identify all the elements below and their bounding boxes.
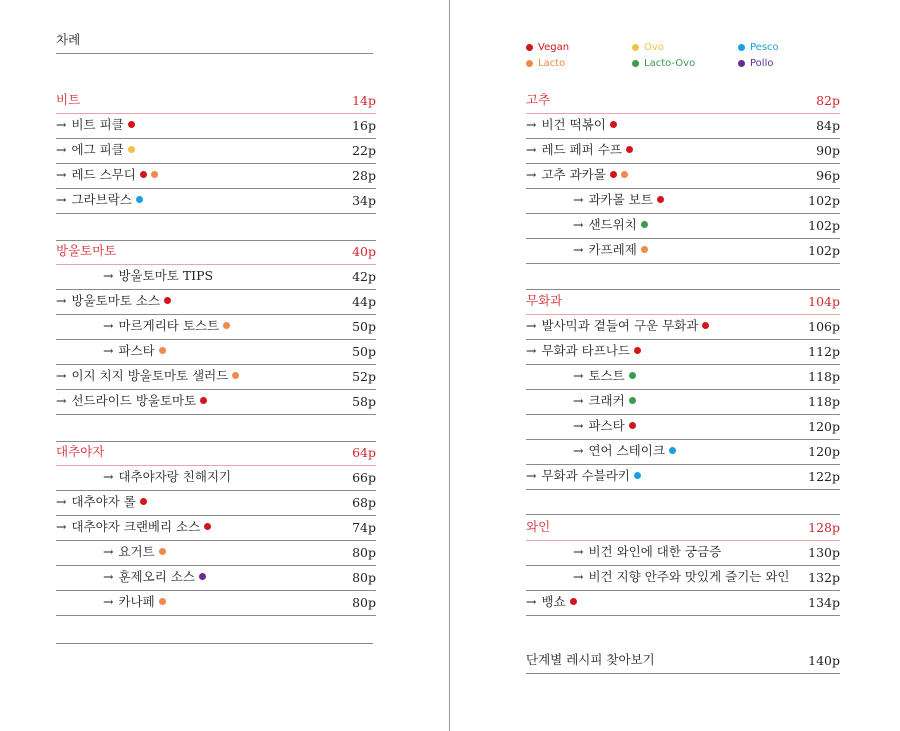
lacto-ovo-dot-icon	[629, 397, 636, 404]
entry-label: 이지 치지 방울토마토 샐러드	[71, 368, 229, 383]
section-page: 64p	[352, 445, 376, 460]
section-title: 비트	[56, 92, 81, 107]
section-page: 104p	[808, 294, 840, 309]
arrow-right-icon: →	[526, 116, 537, 132]
entry-label: 뱅쇼	[541, 594, 566, 609]
arrow-right-icon: →	[103, 468, 114, 484]
toc-entry[interactable]	[526, 315, 840, 340]
toc-entry[interactable]	[56, 315, 376, 340]
section-title: 방울토마토	[56, 243, 117, 258]
lacto-ovo-dot-icon	[641, 221, 648, 228]
vegan-dot-icon	[610, 121, 617, 128]
entry-text-group	[526, 366, 808, 384]
legend-lacto	[526, 58, 565, 69]
arrow-right-icon: →	[56, 116, 67, 132]
entry-page: 102p	[808, 243, 840, 258]
arrow-right-icon: →	[526, 342, 537, 358]
legend-label: Pesco	[750, 42, 779, 53]
arrow-right-icon: →	[526, 141, 537, 157]
entry-text-group	[56, 316, 352, 334]
ovo-dot-icon	[128, 146, 135, 153]
entry-text-group	[526, 165, 816, 183]
section-title: 와인	[526, 519, 551, 534]
entry-page: 84p	[816, 118, 840, 133]
entry-text-group	[56, 291, 352, 309]
lacto-dot-icon	[159, 347, 166, 354]
toc-entry[interactable]	[56, 466, 376, 491]
entry-page: 132p	[808, 570, 840, 585]
vegan-dot-icon	[128, 121, 135, 128]
arrow-right-icon: →	[103, 317, 114, 333]
entry-page: 50p	[352, 344, 376, 359]
arrow-right-icon: →	[526, 166, 537, 182]
left-page	[0, 0, 449, 731]
section-page: 128p	[808, 520, 840, 535]
arrow-right-icon: →	[56, 392, 67, 408]
entry-text-group	[56, 542, 352, 560]
entry-label: 레드 스무디	[71, 167, 136, 182]
lacto-ovo-dot-icon	[632, 60, 639, 67]
entry-label: 고추 과카몰	[541, 167, 606, 182]
entry-text-group	[56, 190, 352, 208]
entry-text-group	[526, 240, 808, 258]
legend-label: Lacto	[538, 58, 566, 69]
entry-page: 102p	[808, 193, 840, 208]
legend-vegan	[526, 42, 569, 53]
entry-text-group	[56, 115, 352, 133]
entry-text-group	[526, 115, 816, 133]
entry-page: 80p	[352, 595, 376, 610]
entry-label: 요거트	[118, 544, 155, 559]
toc-entry[interactable]	[526, 365, 840, 390]
entry-label: 과카몰 보트	[588, 192, 653, 207]
entry-text-group	[56, 567, 352, 585]
legend-label: Ovo	[644, 42, 664, 53]
arrow-right-icon: →	[56, 166, 67, 182]
vegan-dot-icon	[164, 297, 171, 304]
lacto-dot-icon	[223, 322, 230, 329]
toc-entry[interactable]	[56, 290, 376, 315]
arrow-right-icon: →	[573, 543, 584, 559]
legend-label: Vegan	[538, 42, 570, 53]
entry-page: 66p	[352, 470, 376, 485]
entry-page: 80p	[352, 570, 376, 585]
toc-entry[interactable]	[56, 591, 376, 616]
entry-label: 선드라이드 방울토마토	[71, 393, 197, 408]
toc-entry[interactable]	[56, 164, 376, 189]
entry-page: 58p	[352, 394, 376, 409]
entry-page: 80p	[352, 545, 376, 560]
entry-label: 토스트	[588, 368, 625, 383]
entry-text-group	[526, 466, 808, 484]
entry-text-group	[56, 266, 352, 284]
entry-page: 34p	[352, 193, 376, 208]
pollo-dot-icon	[738, 60, 745, 67]
arrow-right-icon: →	[573, 241, 584, 257]
entry-page: 74p	[352, 520, 376, 535]
lacto-dot-icon	[159, 598, 166, 605]
entry-page: 50p	[352, 319, 376, 334]
entry-label: 대추야자랑 친해지기	[118, 469, 232, 484]
entry-text-group	[56, 341, 352, 359]
toc-entry[interactable]	[526, 340, 840, 365]
arrow-right-icon: →	[56, 493, 67, 509]
entry-text-group	[526, 140, 816, 158]
entry-page: 44p	[352, 294, 376, 309]
arrow-right-icon: →	[573, 216, 584, 232]
section-separator	[56, 240, 376, 241]
entry-label: 비건 지향 안주와 맛있게 즐기는 와인	[588, 569, 790, 584]
section-heading[interactable]	[526, 290, 840, 315]
toc-entry[interactable]	[526, 541, 840, 566]
entry-label: 대추야자 크랜베리 소스	[71, 519, 201, 534]
entry-text-group	[526, 190, 808, 208]
toc-title: 차례	[56, 32, 81, 47]
arrow-right-icon: →	[573, 442, 584, 458]
entry-text-group	[56, 592, 352, 610]
legend-label: Lacto-Ovo	[644, 58, 696, 69]
arrow-right-icon: →	[526, 593, 537, 609]
toc-heading	[56, 29, 373, 54]
entry-label: 훈제오리 소스	[118, 569, 195, 584]
entry-label: 마르게리타 토스트	[118, 318, 220, 333]
entry-page: 68p	[352, 495, 376, 510]
legend-pollo	[738, 58, 773, 69]
section-heading[interactable]	[526, 89, 840, 114]
bottom-rule	[56, 643, 373, 644]
toc-entry[interactable]	[526, 139, 840, 164]
toc-entry[interactable]	[56, 340, 376, 365]
vegan-dot-icon	[526, 44, 533, 51]
toc-entry[interactable]	[526, 390, 840, 415]
entry-page: 130p	[808, 545, 840, 560]
entry-page: 118p	[808, 369, 840, 384]
lacto-dot-icon	[159, 548, 166, 555]
section-title: 대추야자	[56, 444, 105, 459]
entry-label: 연어 스테이크	[588, 443, 665, 458]
entry-page: 52p	[352, 369, 376, 384]
legend-lacto-ovo	[632, 58, 695, 69]
section-heading[interactable]	[56, 441, 376, 466]
entry-text-group	[56, 517, 352, 535]
entry-label: 에그 피클	[71, 142, 124, 157]
entry-page: 106p	[808, 319, 840, 334]
vegan-dot-icon	[570, 598, 577, 605]
arrow-right-icon: →	[103, 342, 114, 358]
section-heading[interactable]	[526, 516, 840, 541]
legend-pesco	[738, 42, 779, 53]
diet-legend	[526, 42, 856, 74]
arrow-right-icon: →	[103, 568, 114, 584]
entry-page: 120p	[808, 444, 840, 459]
entry-page: 16p	[352, 118, 376, 133]
toc-entry[interactable]	[56, 365, 376, 390]
recipe-index-label: 단계별 레시피 찾아보기	[526, 652, 655, 667]
entry-label: 파스타	[118, 343, 155, 358]
arrow-right-icon: →	[56, 367, 67, 383]
entry-text-group	[526, 542, 808, 560]
entry-text-group	[526, 391, 808, 409]
lacto-dot-icon	[232, 372, 239, 379]
entry-label: 비건 떡볶이	[541, 117, 606, 132]
vegan-dot-icon	[626, 146, 633, 153]
entry-label: 샌드위치	[588, 217, 637, 232]
entry-page: 42p	[352, 269, 376, 284]
toc-entry[interactable]	[526, 114, 840, 139]
entry-text-group	[56, 140, 352, 158]
section-page: 40p	[352, 244, 376, 259]
pesco-dot-icon	[669, 447, 676, 454]
arrow-right-icon: →	[56, 292, 67, 308]
toc-entry[interactable]	[526, 189, 840, 214]
toc-entry[interactable]	[526, 440, 840, 465]
entry-label: 그라브락스	[71, 192, 132, 207]
arrow-right-icon: →	[103, 267, 114, 283]
toc-entry[interactable]	[56, 189, 376, 214]
entry-page: 122p	[808, 469, 840, 484]
section-separator	[526, 514, 840, 515]
arrow-right-icon: →	[103, 593, 114, 609]
vegan-dot-icon	[629, 422, 636, 429]
lacto-dot-icon	[526, 60, 533, 67]
lacto-dot-icon	[621, 171, 628, 178]
arrow-right-icon: →	[526, 467, 537, 483]
entry-text-group	[526, 341, 808, 359]
entry-text-group	[56, 366, 352, 384]
toc-entry[interactable]	[56, 541, 376, 566]
arrow-right-icon: →	[573, 417, 584, 433]
toc-entry[interactable]	[56, 491, 376, 516]
section-page: 14p	[352, 93, 376, 108]
recipe-index-row[interactable]	[526, 649, 840, 674]
toc-entry[interactable]	[56, 139, 376, 164]
toc-entry[interactable]	[526, 239, 840, 264]
pesco-dot-icon	[634, 472, 641, 479]
section-page: 82p	[816, 93, 840, 108]
toc-entry[interactable]	[526, 591, 840, 616]
entry-page: 96p	[816, 168, 840, 183]
lacto-ovo-dot-icon	[629, 372, 636, 379]
section-heading[interactable]	[56, 89, 376, 114]
section-heading[interactable]	[56, 240, 376, 265]
section-separator	[56, 441, 376, 442]
arrow-right-icon: →	[573, 568, 584, 584]
arrow-right-icon: →	[56, 141, 67, 157]
arrow-right-icon: →	[526, 317, 537, 333]
ovo-dot-icon	[632, 44, 639, 51]
entry-page: 134p	[808, 595, 840, 610]
entry-label: 대추야자 롤	[71, 494, 136, 509]
entry-text-group	[526, 215, 808, 233]
entry-text-group	[526, 416, 808, 434]
entry-label: 무화과 수블라키	[541, 468, 630, 483]
section-title: 무화과	[526, 293, 563, 308]
arrow-right-icon: →	[573, 191, 584, 207]
vegan-dot-icon	[140, 498, 147, 505]
toc-entry[interactable]	[526, 465, 840, 490]
entry-label: 발사믹과 곁들여 구운 무화과	[541, 318, 699, 333]
recipe-index-page: 140p	[808, 653, 840, 668]
entry-label: 크래커	[588, 393, 625, 408]
entry-page: 102p	[808, 218, 840, 233]
vegan-dot-icon	[204, 523, 211, 530]
entry-text-group	[56, 391, 352, 409]
entry-page: 118p	[808, 394, 840, 409]
vegan-dot-icon	[140, 171, 147, 178]
entry-text-group	[56, 165, 352, 183]
toc-entry[interactable]	[56, 516, 376, 541]
vegan-dot-icon	[657, 196, 664, 203]
toc-entry[interactable]	[56, 114, 376, 139]
entry-label: 방울토마토 TIPS	[118, 268, 214, 283]
toc-entry[interactable]	[56, 566, 376, 591]
toc-entry[interactable]	[56, 265, 376, 290]
entry-page: 120p	[808, 419, 840, 434]
vegan-dot-icon	[610, 171, 617, 178]
arrow-right-icon: →	[573, 367, 584, 383]
entry-page: 22p	[352, 143, 376, 158]
entry-label: 비건 와인에 대한 궁금증	[588, 544, 722, 559]
entry-label: 파스타	[588, 418, 625, 433]
toc-entry[interactable]	[526, 415, 840, 440]
right-page	[450, 0, 900, 731]
entry-label: 카프레제	[588, 242, 637, 257]
pesco-dot-icon	[738, 44, 745, 51]
vegan-dot-icon	[634, 347, 641, 354]
entry-text-group	[56, 492, 352, 510]
entry-page: 112p	[808, 344, 840, 359]
entry-text-group	[56, 467, 352, 485]
entry-label: 무화과 타프나드	[541, 343, 630, 358]
entry-text-group	[526, 592, 808, 610]
lacto-dot-icon	[151, 171, 158, 178]
pesco-dot-icon	[136, 196, 143, 203]
entry-text-group	[526, 567, 808, 585]
section-separator	[526, 289, 840, 290]
entry-page: 90p	[816, 143, 840, 158]
arrow-right-icon: →	[103, 543, 114, 559]
section-title: 고추	[526, 92, 551, 107]
vegan-dot-icon	[702, 322, 709, 329]
entry-label: 방울토마토 소스	[71, 293, 160, 308]
legend-label: Pollo	[750, 58, 774, 69]
toc-entry[interactable]	[526, 164, 840, 189]
arrow-right-icon: →	[56, 518, 67, 534]
entry-label: 카나페	[118, 594, 155, 609]
entry-label: 레드 페퍼 수프	[541, 142, 622, 157]
entry-label: 비트 피클	[71, 117, 124, 132]
entry-text-group	[526, 441, 808, 459]
entry-text-group	[526, 316, 808, 334]
arrow-right-icon: →	[56, 191, 67, 207]
arrow-right-icon: →	[573, 392, 584, 408]
pollo-dot-icon	[199, 573, 206, 580]
vegan-dot-icon	[200, 397, 207, 404]
toc-entry[interactable]	[526, 566, 840, 591]
lacto-dot-icon	[641, 246, 648, 253]
toc-entry[interactable]	[526, 214, 840, 239]
legend-ovo	[632, 42, 664, 53]
toc-entry[interactable]	[56, 390, 376, 415]
entry-page: 28p	[352, 168, 376, 183]
